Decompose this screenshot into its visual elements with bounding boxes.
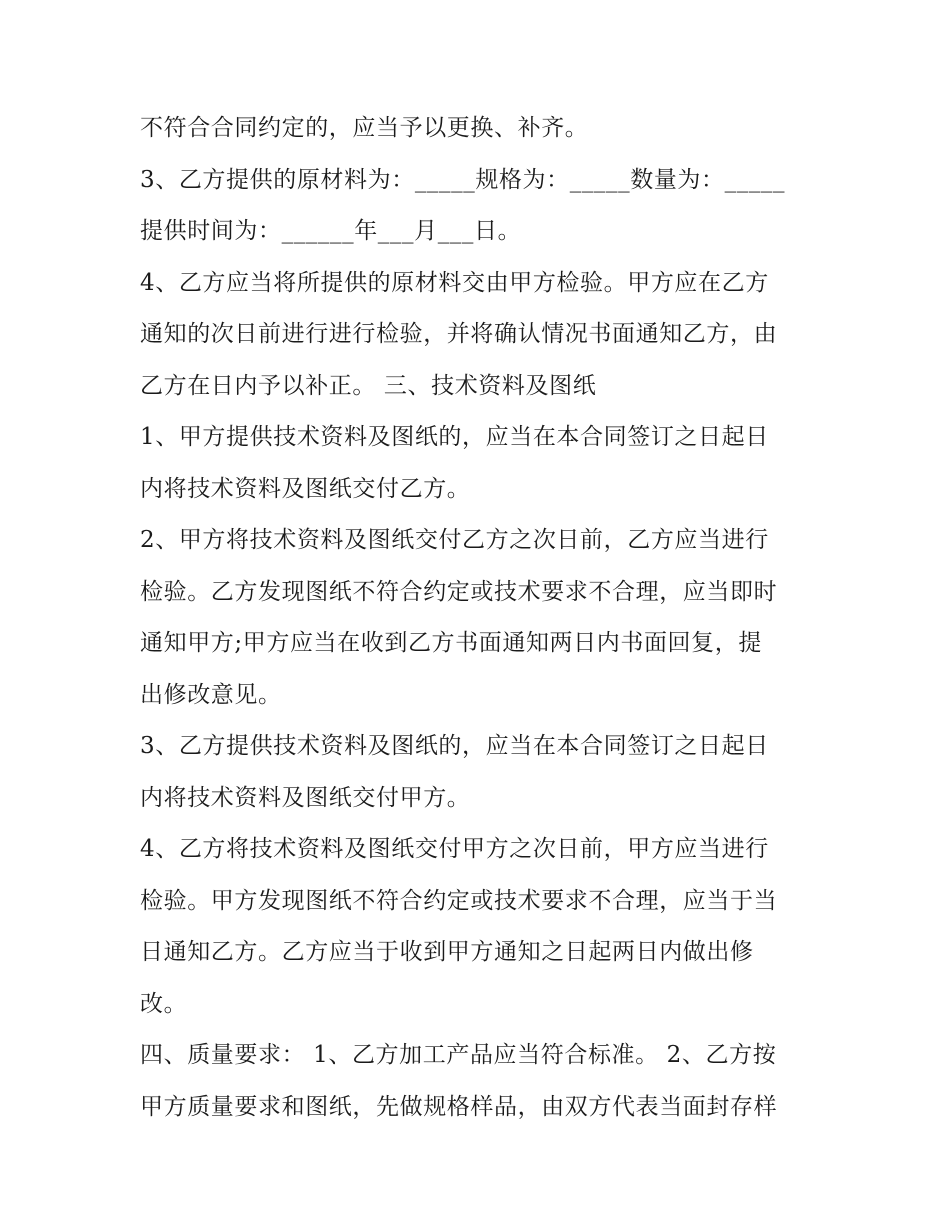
text-line: 4、乙方将技术资料及图纸交付甲方之次日前，甲方应当进行 <box>140 836 769 862</box>
text-line: 1、甲方提供技术资料及图纸的，应当在本合同签订之日起日 <box>140 424 769 450</box>
text-line: 改。 <box>140 990 188 1017</box>
text-line: 4、乙方应当将所提供的原材料交由甲方检验。甲方应在乙方 <box>140 269 769 296</box>
text-line: 四、质量要求： 1、乙方加工产品应当符合标准。 2、乙方按 <box>140 1042 777 1068</box>
text-line: 乙方在日内予以补正。 三、技术资料及图纸 <box>140 372 597 399</box>
text-line: 出修改意见。 <box>140 681 282 708</box>
text-line: 不符合合同约定的，应当予以更换、补齐。 <box>140 115 589 141</box>
text-line: 3、乙方提供的原材料为：_____规格为：_____数量为：_____ <box>140 166 786 193</box>
text-line: 日通知乙方。乙方应当于收到甲方通知之日起两日内做出修 <box>140 939 754 965</box>
text-line: 通知的次日前进行进行检验，并将确认情况书面通知乙方，由 <box>140 321 778 347</box>
document-body <box>140 103 820 1133</box>
text-line: 提供时间为：______年___月___日。 <box>140 218 522 244</box>
text-line: 内将技术资料及图纸交付乙方。 <box>140 475 471 502</box>
text-line: 内将技术资料及图纸交付甲方。 <box>140 784 471 811</box>
text-line: 检验。乙方发现图纸不符合约定或技术要求不合理，应当即时 <box>140 578 778 605</box>
text-line: 通知甲方;甲方应当在收到乙方书面通知两日内书面回复，提 <box>140 630 762 656</box>
text-line: 3、乙方提供技术资料及图纸的，应当在本合同签订之日起日 <box>140 733 769 759</box>
text-line: 2、甲方将技术资料及图纸交付乙方之次日前，乙方应当进行 <box>140 527 769 553</box>
text-line: 检验。甲方发现图纸不符合约定或技术要求不合理，应当于当 <box>140 887 778 914</box>
text-line: 甲方质量要求和图纸，先做规格样品，由双方代表当面封存样 <box>140 1093 778 1120</box>
